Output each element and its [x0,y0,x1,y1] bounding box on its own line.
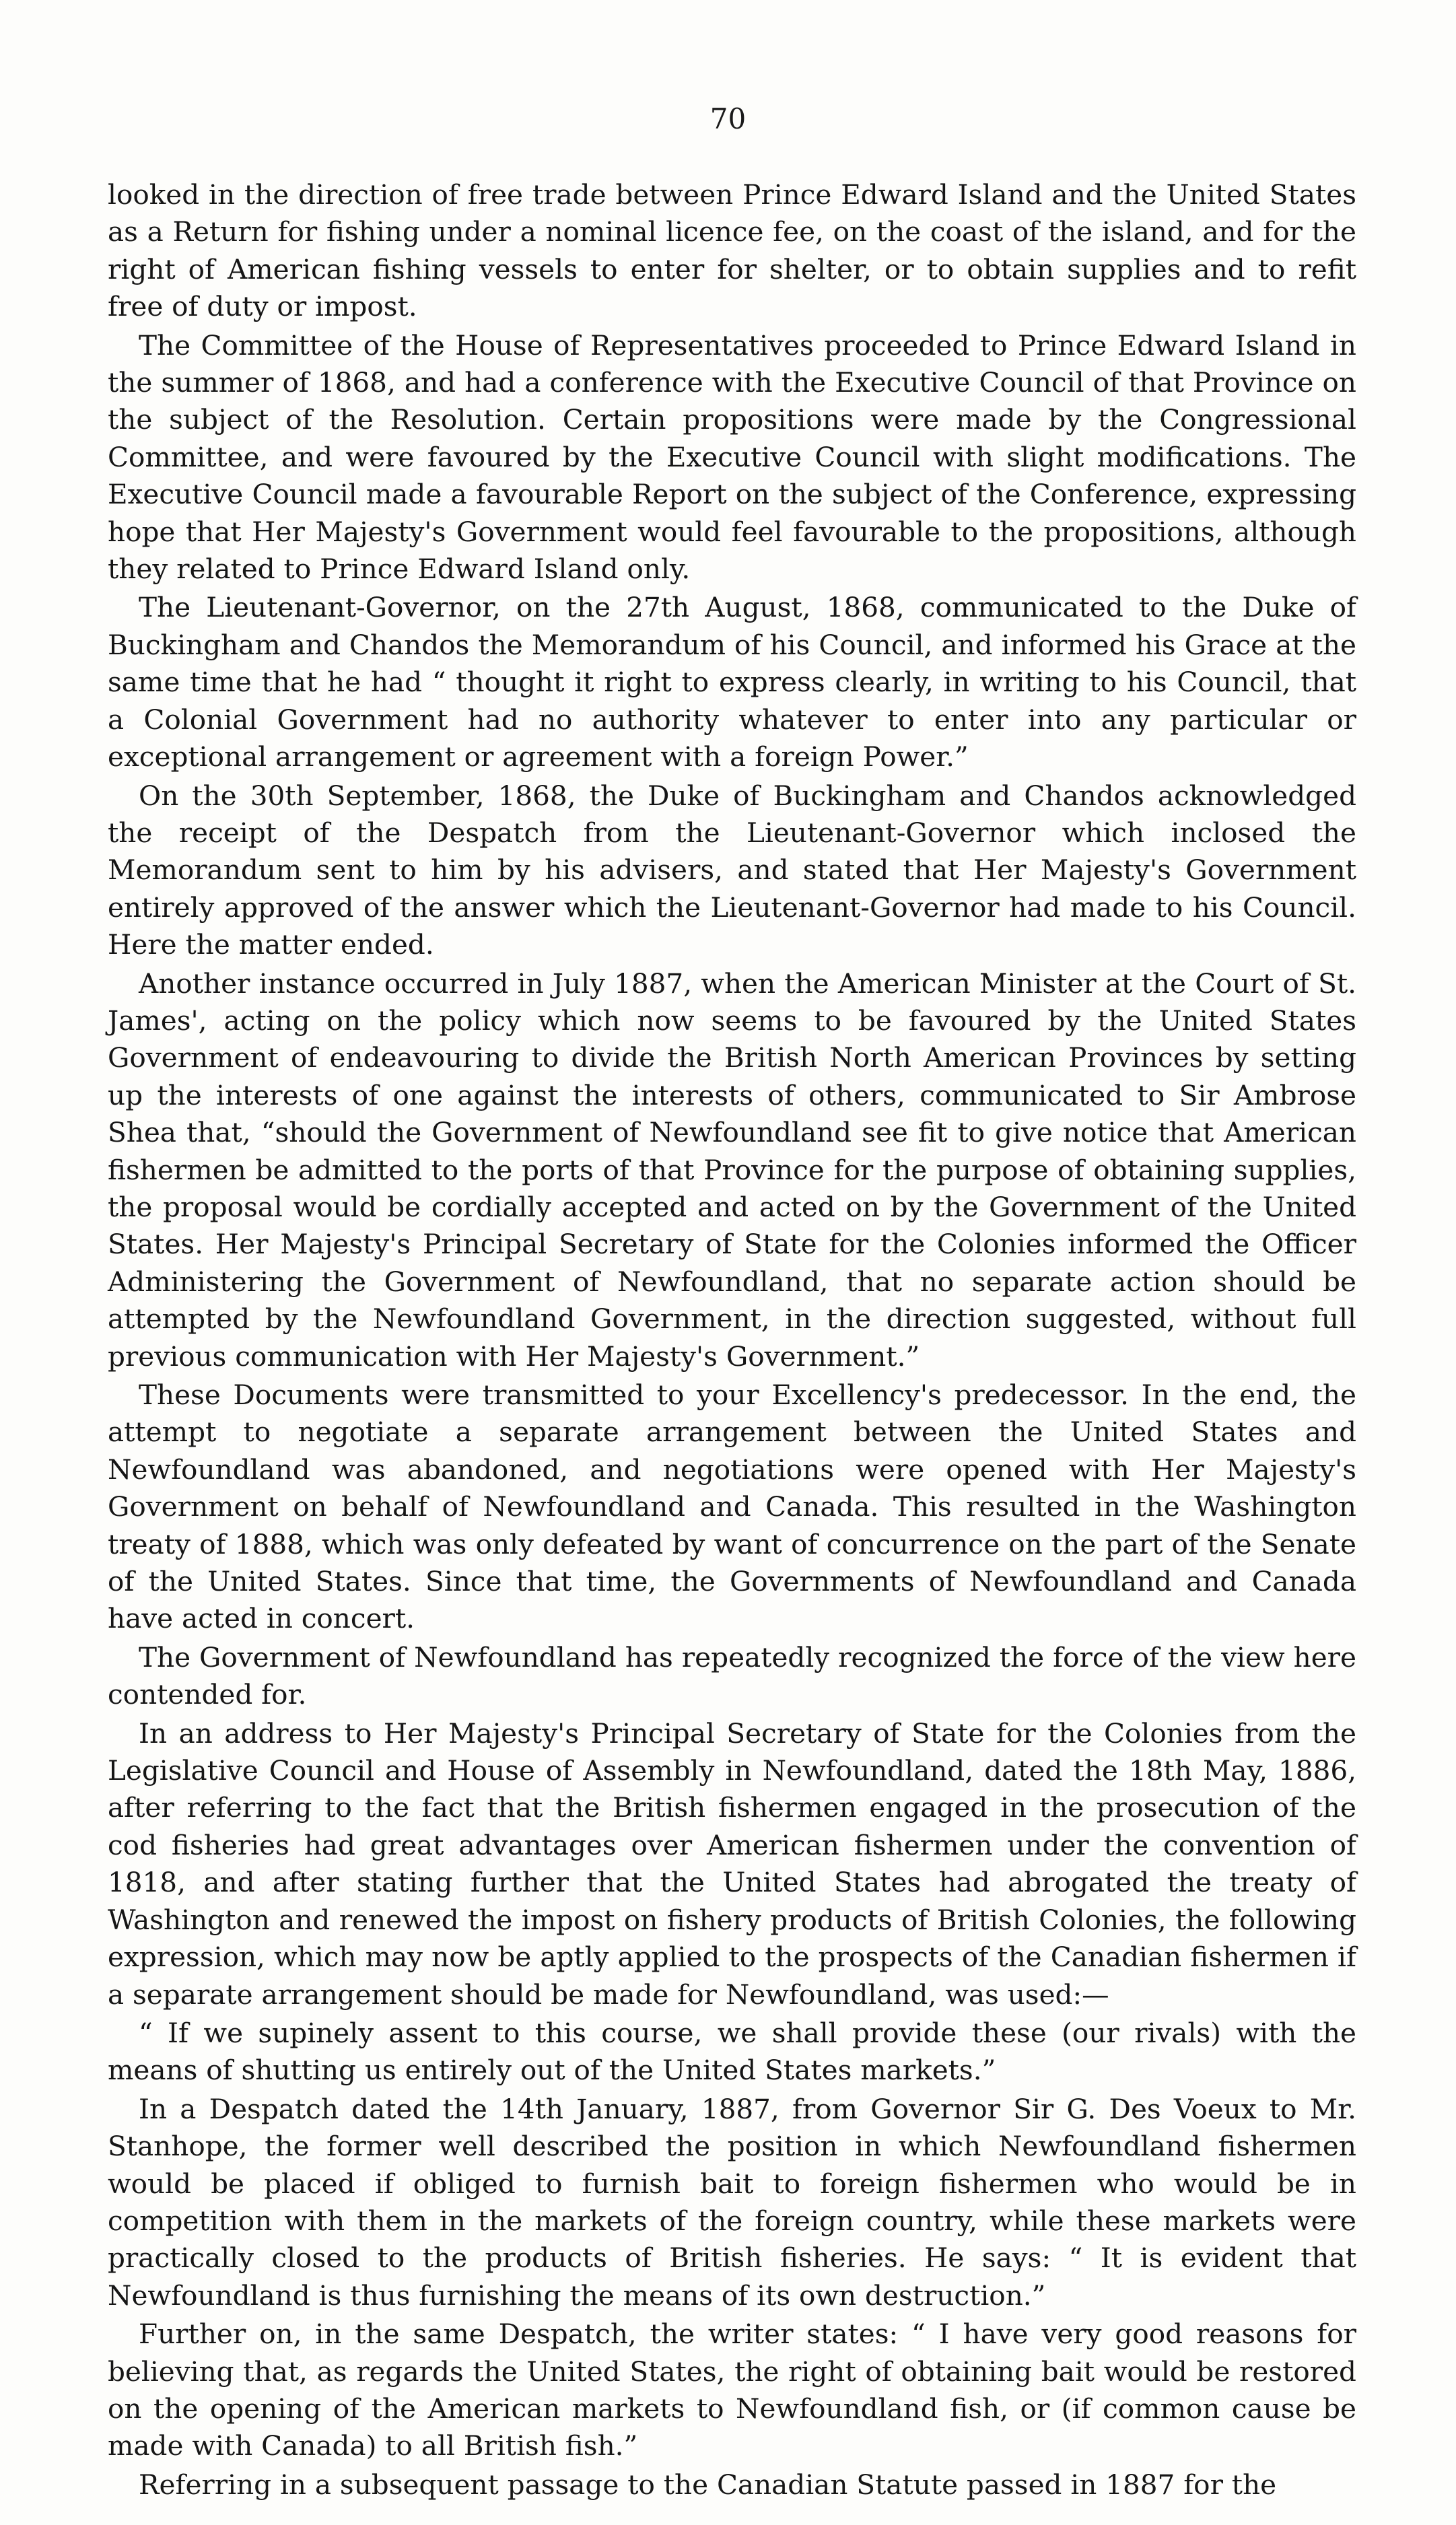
paragraph-1: looked in the direction of free trade between Prince Edward Island and the United States as a Return for fishing under a nominal licence fee, on the coast of the island, and for the right of American fishing vessels to enter for shelter, or to obtain supplies and to refit free of duty or impost. [108,178,1356,323]
paragraph-3: The Lieutenant-Governor, on the 27th August, 1868, communicated to the Duke of Buckingham and Chandos the Memorandum of his Council, and informed his Grace at the same time that he had “ thought it right to express clearly, in writing to his Council, that a Colonial Government had no authority whatever to enter into any particular or exceptional arrangement or agreement with a foreign Power.” [108,591,1356,773]
paragraph-10: In a Despatch dated the 14th January, 1887, from Governor Sir G. Des Voeux to Mr. Stanhope, the former well described the position in which Newfoundland fishermen would be placed if obliged to furnish bait to foreign fishermen who would be in competition with them in the markets of the foreign country, while these markets were practically closed to the products of British fisheries. He says: “ It is evident that Newfoundland is thus furnishing the means of its own destruction.” [108,2092,1356,2312]
body-text [108,176,1356,2505]
paragraph-12: Referring in a subsequent passage to the Canadian Statute passed in 1887 for the [139,2468,1277,2501]
paragraph-7: The Government of Newfoundland has repeatedly recognized the force of the view here contended for. [108,1640,1356,1711]
paragraph-2: The Committee of the House of Representatives proceeded to Prince Edward Island in the summer of 1868, and had a conference with the Executive Council of that Province on the subject of the Resolution. Certain propositions were made by the Congressional Committee, and were favoured by the Executive Council with slight modifications. The Executive Council made a favourable Report on the subject of the Conference, expressing hope that Her Majesty's Government would feel favourable to the propositions, although they related to Prince Edward Island only. [108,328,1356,586]
paragraph-11: Further on, in the same Despatch, the writer states: “ I have very good reasons for believing that, as regards the United States, the right of obtaining bait would be restored on the opening of the American markets to Newfoundland fish, or (if common cause be made with Canada) to all British fish.” [108,2318,1356,2462]
page-number: 70 [709,102,747,135]
paragraph-5: Another instance occurred in July 1887, when the American Minister at the Court of St. James', acting on the policy which now seems to be favoured by the United States Government of endeavouring to divide the British North American Provinces by setting up the interests of one against the interests of others, communicated to Sir Ambrose Shea that, “should the Government of Newfoundland see fit to give notice that American fishermen be admitted to the ports of that Province for the purpose of obtaining supplies, the proposal would be cordially accepted and acted on by the Government of the United States. Her Majesty's Principal Secretary of State for the Colonies informed the Officer Administering the Government of Newfoundland, that no separate action should be attempted by the Newfoundland Government, in the direction suggested, without full previous communication with Her Majesty's Government.” [108,967,1356,1373]
paragraph-8: In an address to Her Majesty's Principal Secretary of State for the Colonies from the Legislative Council and House of Assembly in Newfoundland, dated the 18th May, 1886, after referring to the fact that the British fishermen engaged in the prosecution of the cod fisheries had great advantages over American fishermen under the convention of 1818, and after stating further that the United States had abrogated the treaty of Washington and renewed the impost on fishery products of British Colonies, the following expression, which may now be aptly applied to the prospects of the Canadian fishermen if a separate arrangement should be made for Newfoundland, was used:— [108,1717,1356,2011]
paragraph-4: On the 30th September, 1868, the Duke of Buckingham and Chandos acknowledged the receipt of the Despatch from the Lieutenant-Governor which inclosed the Memorandum sent to him by his advisers, and stated that Her Majesty's Government entirely approved of the answer which the Lieutenant-Governor had made to his Council. Here the matter ended. [108,779,1356,961]
paragraph-6: These Documents were transmitted to your Excellency's predecessor. In the end, the attempt to negotiate a separate arrangement between the United States and Newfoundland was abandoned, and negotiations were opened with Her Majesty's Government on behalf of Newfoundland and Canada. This resulted in the Washington treaty of 1888, which was only defeated by want of concurrence on the part of the Senate of the United States. Since that time, the Governments of Newfoundland and Canada have acted in concert. [108,1379,1356,1635]
quoted-passage: “ If we supinely assent to this course, we shall provide these (our rivals) with the means of shutting us entirely out of the United States markets.” [108,2016,1356,2087]
